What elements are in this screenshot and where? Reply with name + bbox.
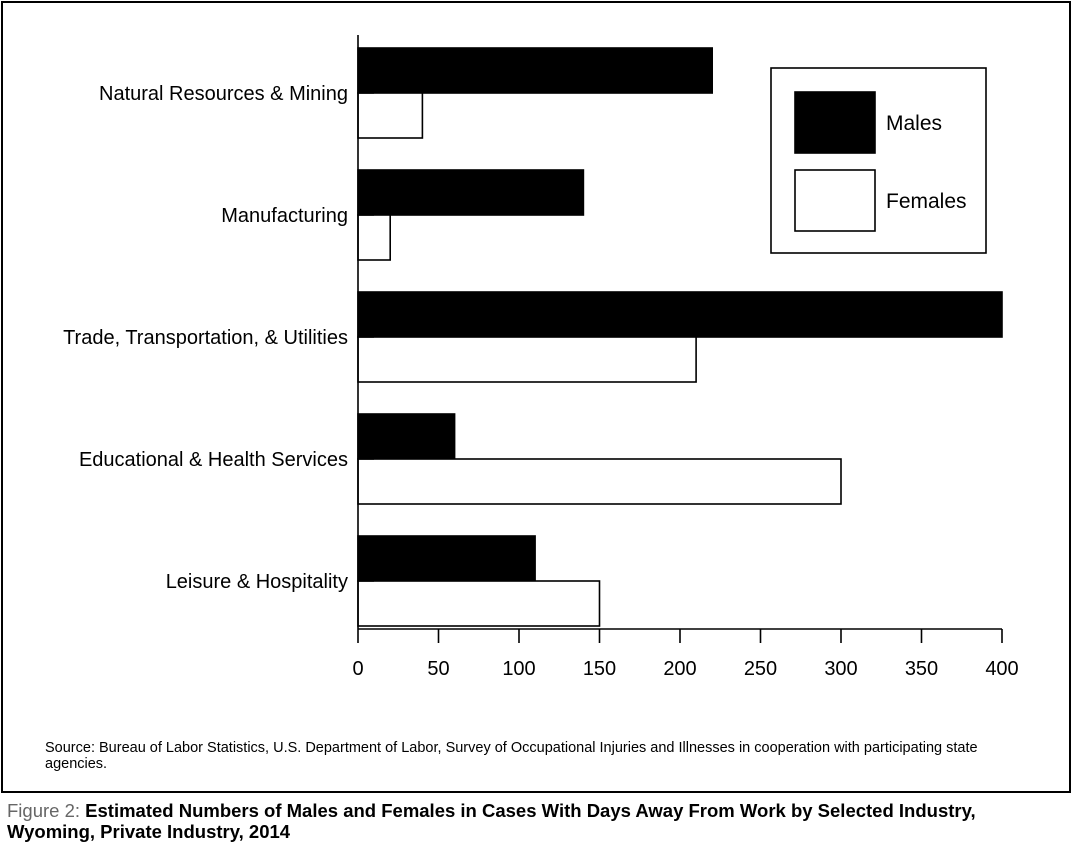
x-tick-label-200: 200 <box>663 658 697 680</box>
category-label-educational-health-services: Educational & Health Services <box>78 449 348 471</box>
source-note: Source: Bureau of Labor Statistics, U.S. Department of Labor, Survey of Occupational Injuries and Illnesses in cooperation with participating state agencies. <box>45 740 978 772</box>
legend-label-males: Males <box>886 112 943 135</box>
bar-chart <box>3 3 1069 791</box>
x-tick-label-250: 250 <box>743 658 778 680</box>
bar-females-natural-resources-mining <box>358 93 422 138</box>
bar-males-trade-transportation-utilities <box>358 292 1002 337</box>
bar-females-leisure-hospitality <box>358 581 600 626</box>
bar-males-manufacturing <box>358 170 583 215</box>
bar-females-trade-transportation-utilities <box>358 337 696 382</box>
legend-swatch-males <box>795 92 875 153</box>
bar-females-educational-health-services <box>358 459 841 504</box>
x-tick-label-100: 100 <box>502 658 536 680</box>
category-label-natural-resources-mining: Natural Resources & Mining <box>99 83 348 105</box>
category-label-manufacturing: Manufacturing <box>221 205 348 227</box>
legend <box>771 68 986 253</box>
bar-males-leisure-hospitality <box>358 536 535 581</box>
legend-label-females: Females <box>886 190 967 213</box>
figure-title: Estimated Numbers of Males and Females in Cases With Days Away From Work by Selected Industry, Wyoming, Private Industry, 2014 <box>7 800 976 842</box>
bar-males-natural-resources-mining <box>358 48 712 93</box>
chart-frame <box>1 1 1071 793</box>
x-tick-label-350: 350 <box>904 658 939 680</box>
x-tick-label-0: 0 <box>352 658 364 680</box>
x-tick-label-50: 50 <box>427 658 450 680</box>
x-tick-label-150: 150 <box>582 658 617 680</box>
category-label-trade-transportation-utilities: Trade, Transportation, & Utilities <box>63 327 348 349</box>
figure-caption <box>7 800 1067 842</box>
legend-swatch-females <box>795 170 875 231</box>
x-tick-label-400: 400 <box>985 658 1019 680</box>
bar-males-educational-health-services <box>358 414 455 459</box>
category-label-leisure-hospitality: Leisure & Hospitality <box>165 571 348 593</box>
bar-females-manufacturing <box>358 215 390 260</box>
figure-label: Figure 2: <box>7 800 81 821</box>
x-tick-label-300: 300 <box>824 658 858 680</box>
